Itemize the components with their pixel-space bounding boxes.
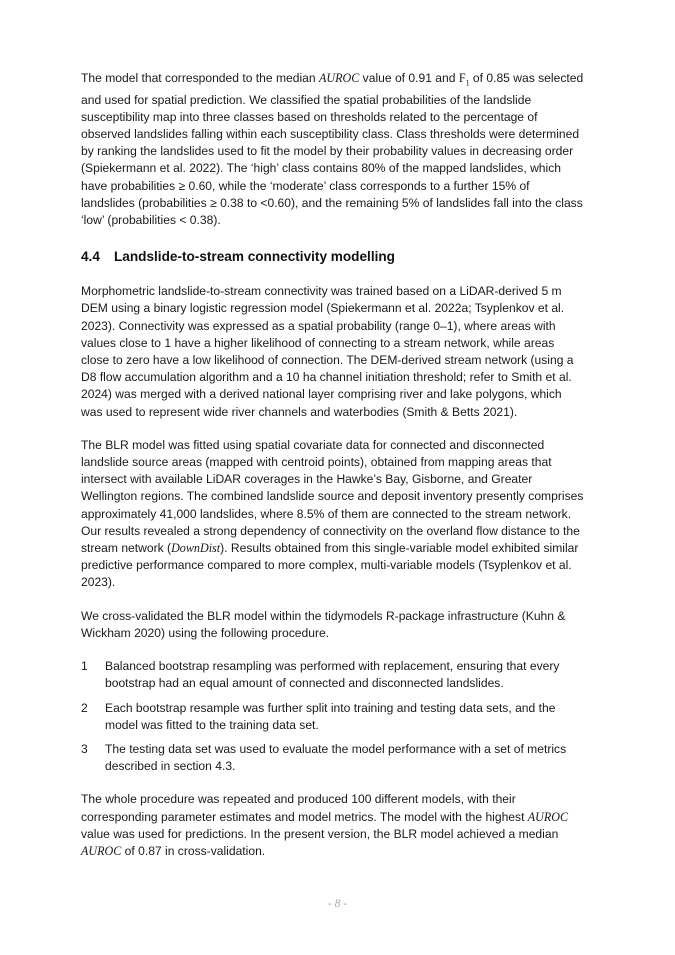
math-auroc: AUROC <box>81 843 122 858</box>
math-downdist: DownDist <box>171 541 221 556</box>
text-run: value was used for predictions. In the present version, the BLR model achieved a median <box>81 826 559 841</box>
paragraph-model-selection <box>81 70 585 229</box>
paragraph-blr-model <box>81 437 585 592</box>
list-item <box>81 741 585 775</box>
list-number: 1 <box>81 659 88 674</box>
section-heading <box>81 245 585 267</box>
section-number: 4.4 <box>81 249 100 265</box>
procedure-list <box>81 658 585 775</box>
paragraph-connectivity-intro: Morphometric landslide-to-stream connectivity was trained based on a LiDAR-derived 5 m DEM using a binary logistic regression model (Spiekermann et al. 2022a; Tsyplenkov et al. 2023). Connectivity was expressed as a spatial probability (range 0–1), where areas with values close to 1 have a higher likelihood of connecting to a stream network, while areas close to zero have a low likelihood of connection. The DEM-derived stream network (using a D8 flow accumulation algorithm and a 10 ha channel initiation threshold; refer to Smith et al. 2024) was merged with a derived national layer comprising river and lake polygons, which was used to represent wide river channels and waterbodies (Smith & Betts 2021). <box>81 284 574 419</box>
math-auroc: AUROC <box>319 71 360 85</box>
list-number: 2 <box>81 700 88 715</box>
math-auroc: AUROC <box>527 809 569 824</box>
list-text: Each bootstrap resample was further split into training and testing data sets, and the model was fitted to the training data set. <box>105 700 556 732</box>
page-number: - 8 - <box>327 898 348 910</box>
list-item <box>81 700 585 734</box>
math-f1 <box>458 71 470 88</box>
list-number: 3 <box>81 741 88 756</box>
page-body <box>81 70 585 876</box>
section-title: Landslide-to-stream connectivity modelling <box>114 249 395 265</box>
list-text: Balanced bootstrap resampling was performed with replacement, ensuring that every bootstrap had an equal amount of connected and disconnected landslides. <box>105 659 560 691</box>
text-run: of 0.87 in cross-validation. <box>121 843 266 858</box>
text-run: The model that corresponded to the median <box>81 71 319 85</box>
text-run: value of 0.91 and <box>359 71 459 85</box>
paragraph-results <box>81 791 585 860</box>
math-f: F <box>458 71 466 85</box>
math-subscript: 1 <box>465 78 470 88</box>
text-run: of 0.85 was selected and used for spatial prediction. We classified the spatial probabilities of the landslide susceptibility map into three classes based on thresholds related to the percentage of observed landslides falling within each susceptibility class. Class thresholds were determined by ranking the landslides used to fit the model by their probability values in decreasing order (Spiekermann et al. 2022). The ‘high’ class contains 80% of the mapped landslides, which have probabilities ≥ 0.60, while the ‘moderate’ class corresponds to a further 15% of landslides (probabilities ≥ 0.38 to <0.60), and the remaining 5% of landslides fall into the class ‘low’ (probabilities < 0.38). <box>81 71 584 228</box>
text-run: The whole procedure was repeated and produced 100 different models, with their corresponding parameter estimates and model metrics. The model with the highest <box>81 792 528 824</box>
list-text: The testing data set was used to evaluate the model performance with a set of metrics described in section 4.3. <box>105 741 567 774</box>
text-run: ). Results obtained from this single-variable model exhibited similar predictive performance compared to more complex, multi-variable models (Tsyplenkov et al. 2023). <box>81 541 579 590</box>
text-run: The BLR model was fitted using spatial covariate data for connected and disconnected landslide source areas (mapped with centroid points), obtained from mapping areas that intersect with available LiDAR coverages in the Hawke’s Bay, Gisborne, and Greater Wellington regions. The combined landslide source and deposit inventory presently comprises approximately 41,000 landslides, where 8.5% of them are connected to the stream network. Our results revealed a strong dependency of connectivity on the overland flow distance to the stream network ( <box>81 437 584 556</box>
paragraph-cross-validation: We cross-validated the BLR model within the tidymodels R-package infrastructure (Kuhn & Wickham 2020) using the following procedure. <box>81 608 566 640</box>
list-item <box>81 658 585 692</box>
